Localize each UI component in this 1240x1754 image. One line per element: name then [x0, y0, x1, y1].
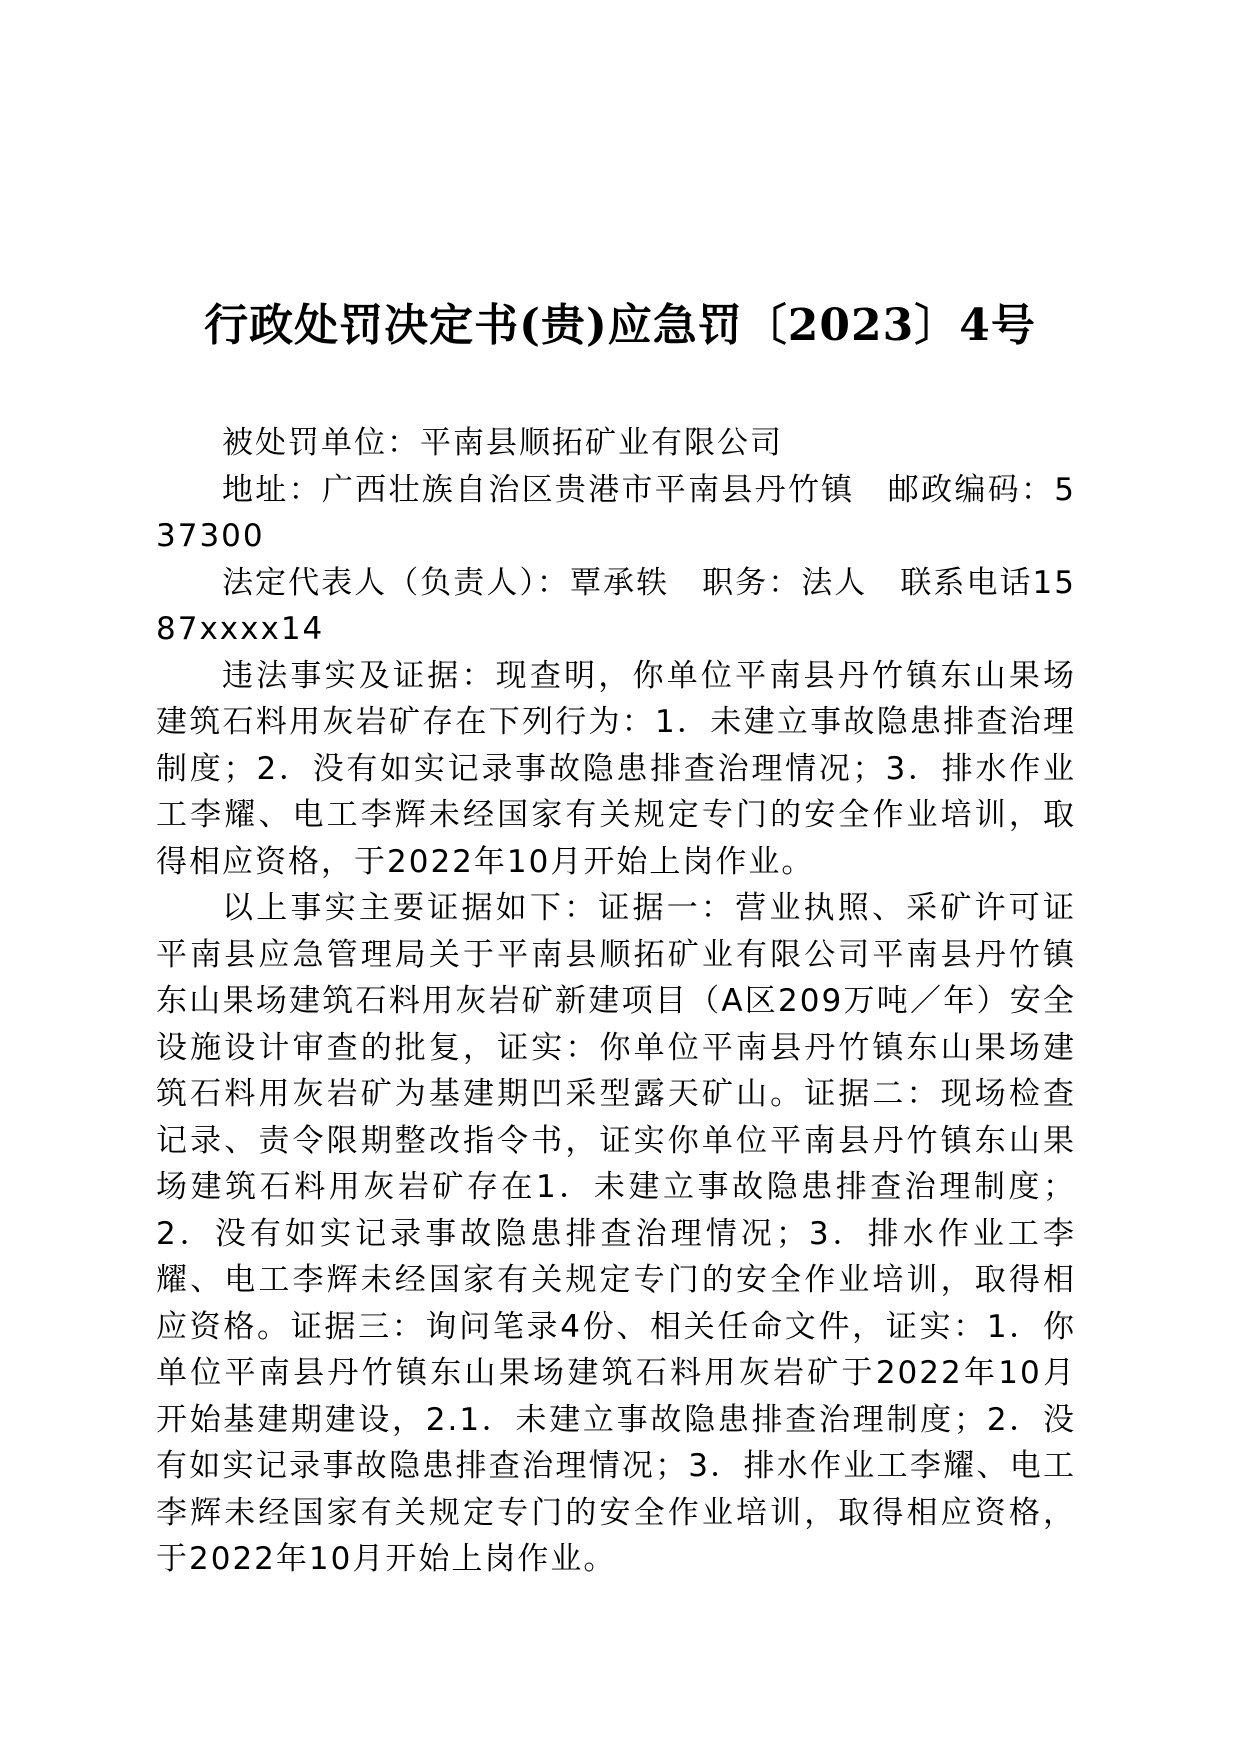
document-title: 行政处罚决定书(贵)应急罚〔2023〕4号	[204, 300, 1036, 351]
violation-facts-paragraph: 违法事实及证据：现查明，你单位平南县丹竹镇东山果场建筑石料用灰岩矿存在下列行为：1．未建立事故隐患排查治理制度；2．没有如实记录事故隐患排查治理情况；3．排水作业工李耀、电工李辉未经国家有关规定专门的安全作业培训，取得相应资格，于2022年10月开始上岗作业。	[156, 657, 1076, 880]
evidence-paragraph: 以上事实主要证据如下：证据一：营业执照、采矿许可证平南县应急管理局关于平南县顺拓矿业有限公司平南县丹竹镇东山果场建筑石料用灰岩矿新建项目（A区209万吨／年）安全设施设计审查的批复，证实：你单位平南县丹竹镇东山果场建筑石料用灰岩矿为基建期凹采型露天矿山。证据二：现场检查记录、责令限期整改指令书，证实你单位平南县丹竹镇东山果场建筑石料用灰岩矿存在1．未建立事故隐患排查治理制度；2．没有如实记录事故隐患排查治理情况；3．排水作业工李耀、电工李辉未经国家有关规定专门的安全作业培训，取得相应资格。证据三：询问笔录4份、相关任命文件，证实：1．你单位平南县丹竹镇东山果场建筑石料用灰岩矿于2022年10月开始基建期建设，2.1．未建立事故隐患排查治理制度；2．没有如实记录事故隐患排查治理情况；3．排水作业工李耀、电工李辉未经国家有关规定专门的安全作业培训，取得相应资格，于2022年10月开始上岗作业。	[156, 890, 1076, 1577]
penalized-entity-paragraph: 被处罚单位：平南县顺拓矿业有限公司	[222, 425, 783, 461]
document-body	[156, 420, 1076, 1583]
legal-representative-paragraph: 法定代表人（负责人）：覃承轶 职务：法人 联系电话1587xxxx14	[156, 564, 1076, 647]
address-paragraph: 地址：广西壮族自治区贵港市平南县丹竹镇 邮政编码：537300	[156, 471, 1076, 554]
